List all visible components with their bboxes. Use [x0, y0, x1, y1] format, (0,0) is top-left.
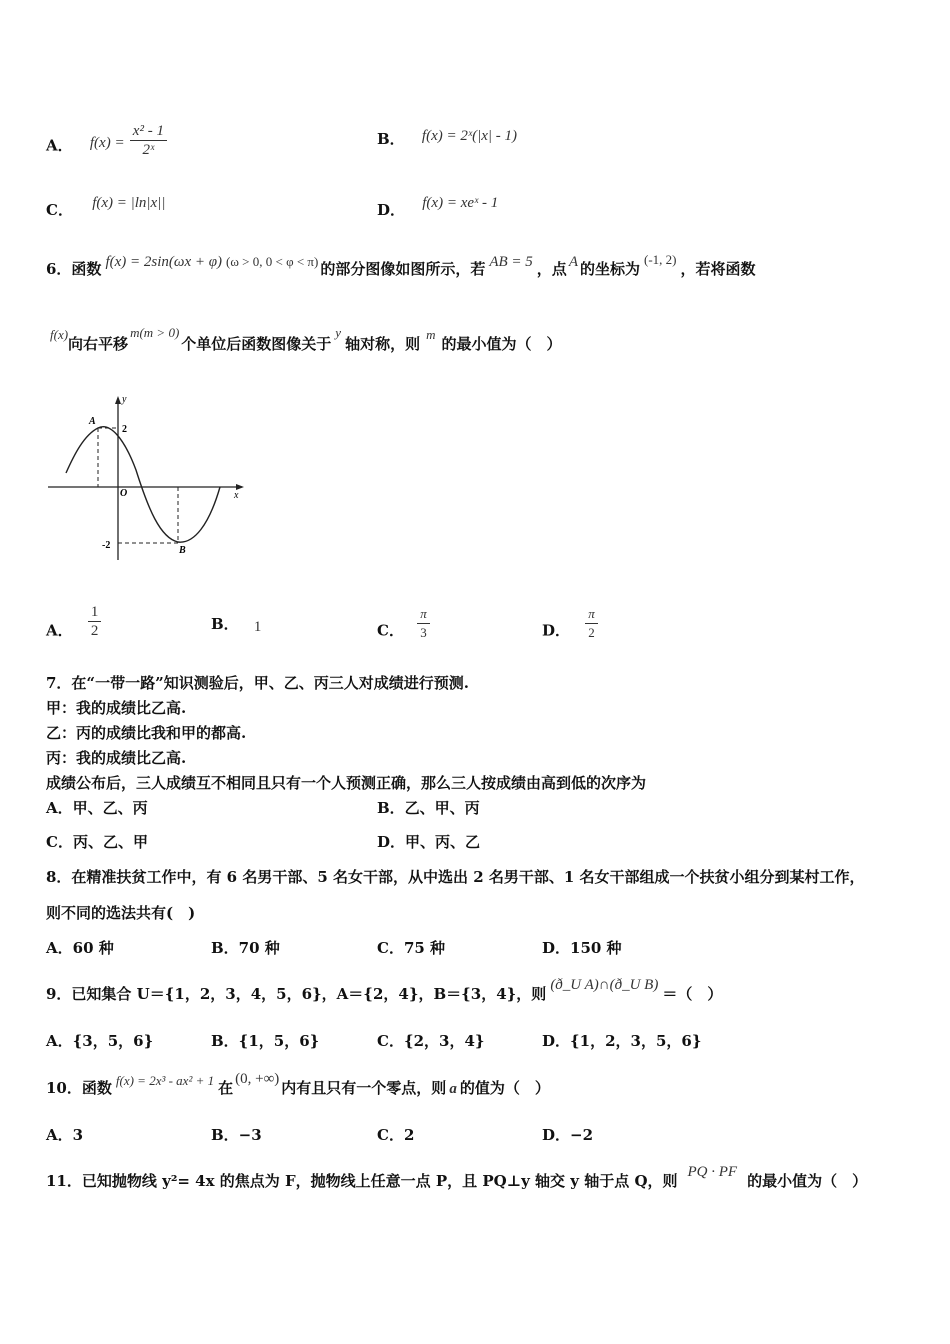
q6-option-a[interactable]: A． $\frac{1}{2}$	[46, 613, 101, 650]
q10-option-b[interactable]: B．−3	[211, 1126, 262, 1144]
q10-stem: 10．函数 f(x) = 2x³ - ax² + 1 在 (0, +∞) 内有且只有一个零点，则 a 的值为（ ）	[46, 1071, 550, 1097]
q7-line2: 甲：我的成绩比乙高.	[46, 699, 187, 717]
q6-option-b[interactable]: B． 1	[211, 615, 262, 635]
graph-peak-label: A	[89, 416, 96, 427]
q5-a-denominator: 2ˣ	[142, 142, 155, 158]
q10-formula: f(x) = 2x³ - ax² + 1	[115, 1073, 215, 1088]
q9-option-c[interactable]: C．{2，3，4}	[377, 1032, 485, 1050]
graph-trough-label: B	[179, 545, 186, 556]
q6-condition: (ω > 0, 0 < φ < π)	[226, 254, 319, 269]
q11-formula: PQ · PF	[687, 1164, 738, 1180]
q6-ab: AB = 5	[489, 254, 533, 270]
graph-top-value: 2	[122, 424, 127, 435]
q6-option-d[interactable]: D． $\frac{\pi}{2}$	[542, 613, 598, 650]
q5-c-formula: f(x) = |ln|x||	[92, 195, 166, 211]
q8-option-d[interactable]: D．150 种	[542, 939, 622, 957]
q9-formula: (ð_U A)∩(ð_U B)	[550, 977, 659, 993]
q5-option-a[interactable]: A． f(x) = $\frac{\text{x² - 1}}{\text{2ˣ}}$	[46, 128, 167, 165]
q6-stem-line1: 6．函数 f(x) = 2sin(ωx + φ) (ω > 0, 0 < φ < π) 的部分图像如图所示，若 AB = 5 ，点 A 的坐标为(-1, 2)，若将函数	[46, 252, 756, 278]
q7-option-d[interactable]: D．甲、丙、乙	[377, 833, 481, 851]
graph-y-label: y	[122, 394, 127, 405]
q8-option-a[interactable]: A．60 种	[46, 939, 114, 957]
q6-a-fraction: $\frac{1}{2}$	[88, 603, 102, 640]
graph-origin-label: O	[120, 488, 128, 499]
q8-option-c[interactable]: C．75 种	[377, 939, 446, 957]
q10-option-c[interactable]: C．2	[377, 1126, 415, 1144]
q7-line3: 乙：丙的成绩比我和甲的都高.	[46, 724, 247, 742]
q6-stem-line2: f(x)向右平移m(m > 0)个单位后函数图像关于y轴对称，则m的最小值为（ ）	[50, 325, 562, 353]
graph-x-label: x	[234, 490, 239, 501]
q7-option-b[interactable]: B．乙、甲、丙	[377, 799, 480, 817]
q7-line4: 丙：我的成绩比乙高.	[46, 749, 187, 767]
q10-option-d[interactable]: D．−2	[542, 1126, 594, 1144]
q6-m-condition: m(m > 0)	[130, 325, 180, 340]
q5-d-formula: f(x) = xeˣ - 1	[422, 195, 499, 211]
q7-option-a[interactable]: A．甲、乙、丙	[46, 799, 148, 817]
q5-a-lhs: f(x) =	[89, 134, 125, 151]
q5-a-numerator: x² - 1	[130, 122, 167, 141]
q9-option-d[interactable]: D．{1，2，3，5，6}	[542, 1032, 702, 1050]
q5-b-formula: f(x) = 2ˣ(|x| - 1)	[421, 128, 517, 144]
q6-function: f(x) = 2sin(ωx + φ)	[105, 254, 223, 270]
q7-line5: 成绩公布后，三人成绩互不相同且只有一个人预测正确，那么三人按成绩由高到低的次序为	[46, 774, 647, 792]
q9-option-b[interactable]: B．{1，5，6}	[211, 1032, 320, 1050]
q5-option-d[interactable]: D． f(x) = xeˣ - 1	[377, 195, 499, 219]
q8-line2: 则不同的选法共有( )	[46, 904, 196, 922]
q5-option-b[interactable]: B． f(x) = 2ˣ(|x| - 1)	[377, 128, 517, 148]
q8-line1: 8．在精准扶贫工作中，有 6 名男干部、5 名女干部，从中选出 2 名男干部、1 名女干部组成一个扶贫小组分到某村工作，	[46, 868, 865, 886]
q9-option-a[interactable]: A．{3，5，6}	[46, 1032, 154, 1050]
q7-line1: 7．在“一带一路”知识测验后，甲、乙、丙三人对成绩进行预测.	[46, 674, 469, 692]
q6-fx: f(x)	[50, 327, 69, 342]
q6-coordinate: (-1, 2)	[644, 252, 677, 267]
q6-option-c[interactable]: C． $\frac{\pi}{3}$	[377, 613, 430, 650]
q10-interval: (0, +∞)	[235, 1071, 280, 1087]
q7-option-c[interactable]: C．丙、乙、甲	[46, 833, 148, 851]
q10-option-a[interactable]: A．3	[46, 1126, 84, 1144]
q6-point-a: A	[568, 254, 578, 270]
sine-curve	[66, 427, 220, 542]
q5-a-fraction	[130, 122, 167, 159]
q6-c-fraction: $\frac{\pi}{3}$	[417, 605, 430, 642]
q6-sine-graph	[44, 390, 254, 562]
q11-stem: 11．已知抛物线 y²= 4x 的焦点为 F，抛物线上任意一点 P，且 PQ⊥y 轴交 y 轴于点 Q，则 PQ · PF 的最小值为（ ）	[46, 1164, 868, 1190]
q5-option-c[interactable]: C． f(x) = |ln|x||	[46, 195, 166, 219]
q8-option-b[interactable]: B．70 种	[211, 939, 280, 957]
graph-bottom-value: -2	[102, 540, 111, 551]
q6-d-fraction: $\frac{\pi}{2}$	[585, 605, 598, 642]
y-axis-arrow-icon	[115, 396, 121, 404]
q9-stem: 9．已知集合 U＝{1，2，3，4，5，6}，A＝{2，4}，B＝{3，4}，则 (ð_U A)∩(ð_U B) ＝（ ）	[46, 977, 723, 1003]
